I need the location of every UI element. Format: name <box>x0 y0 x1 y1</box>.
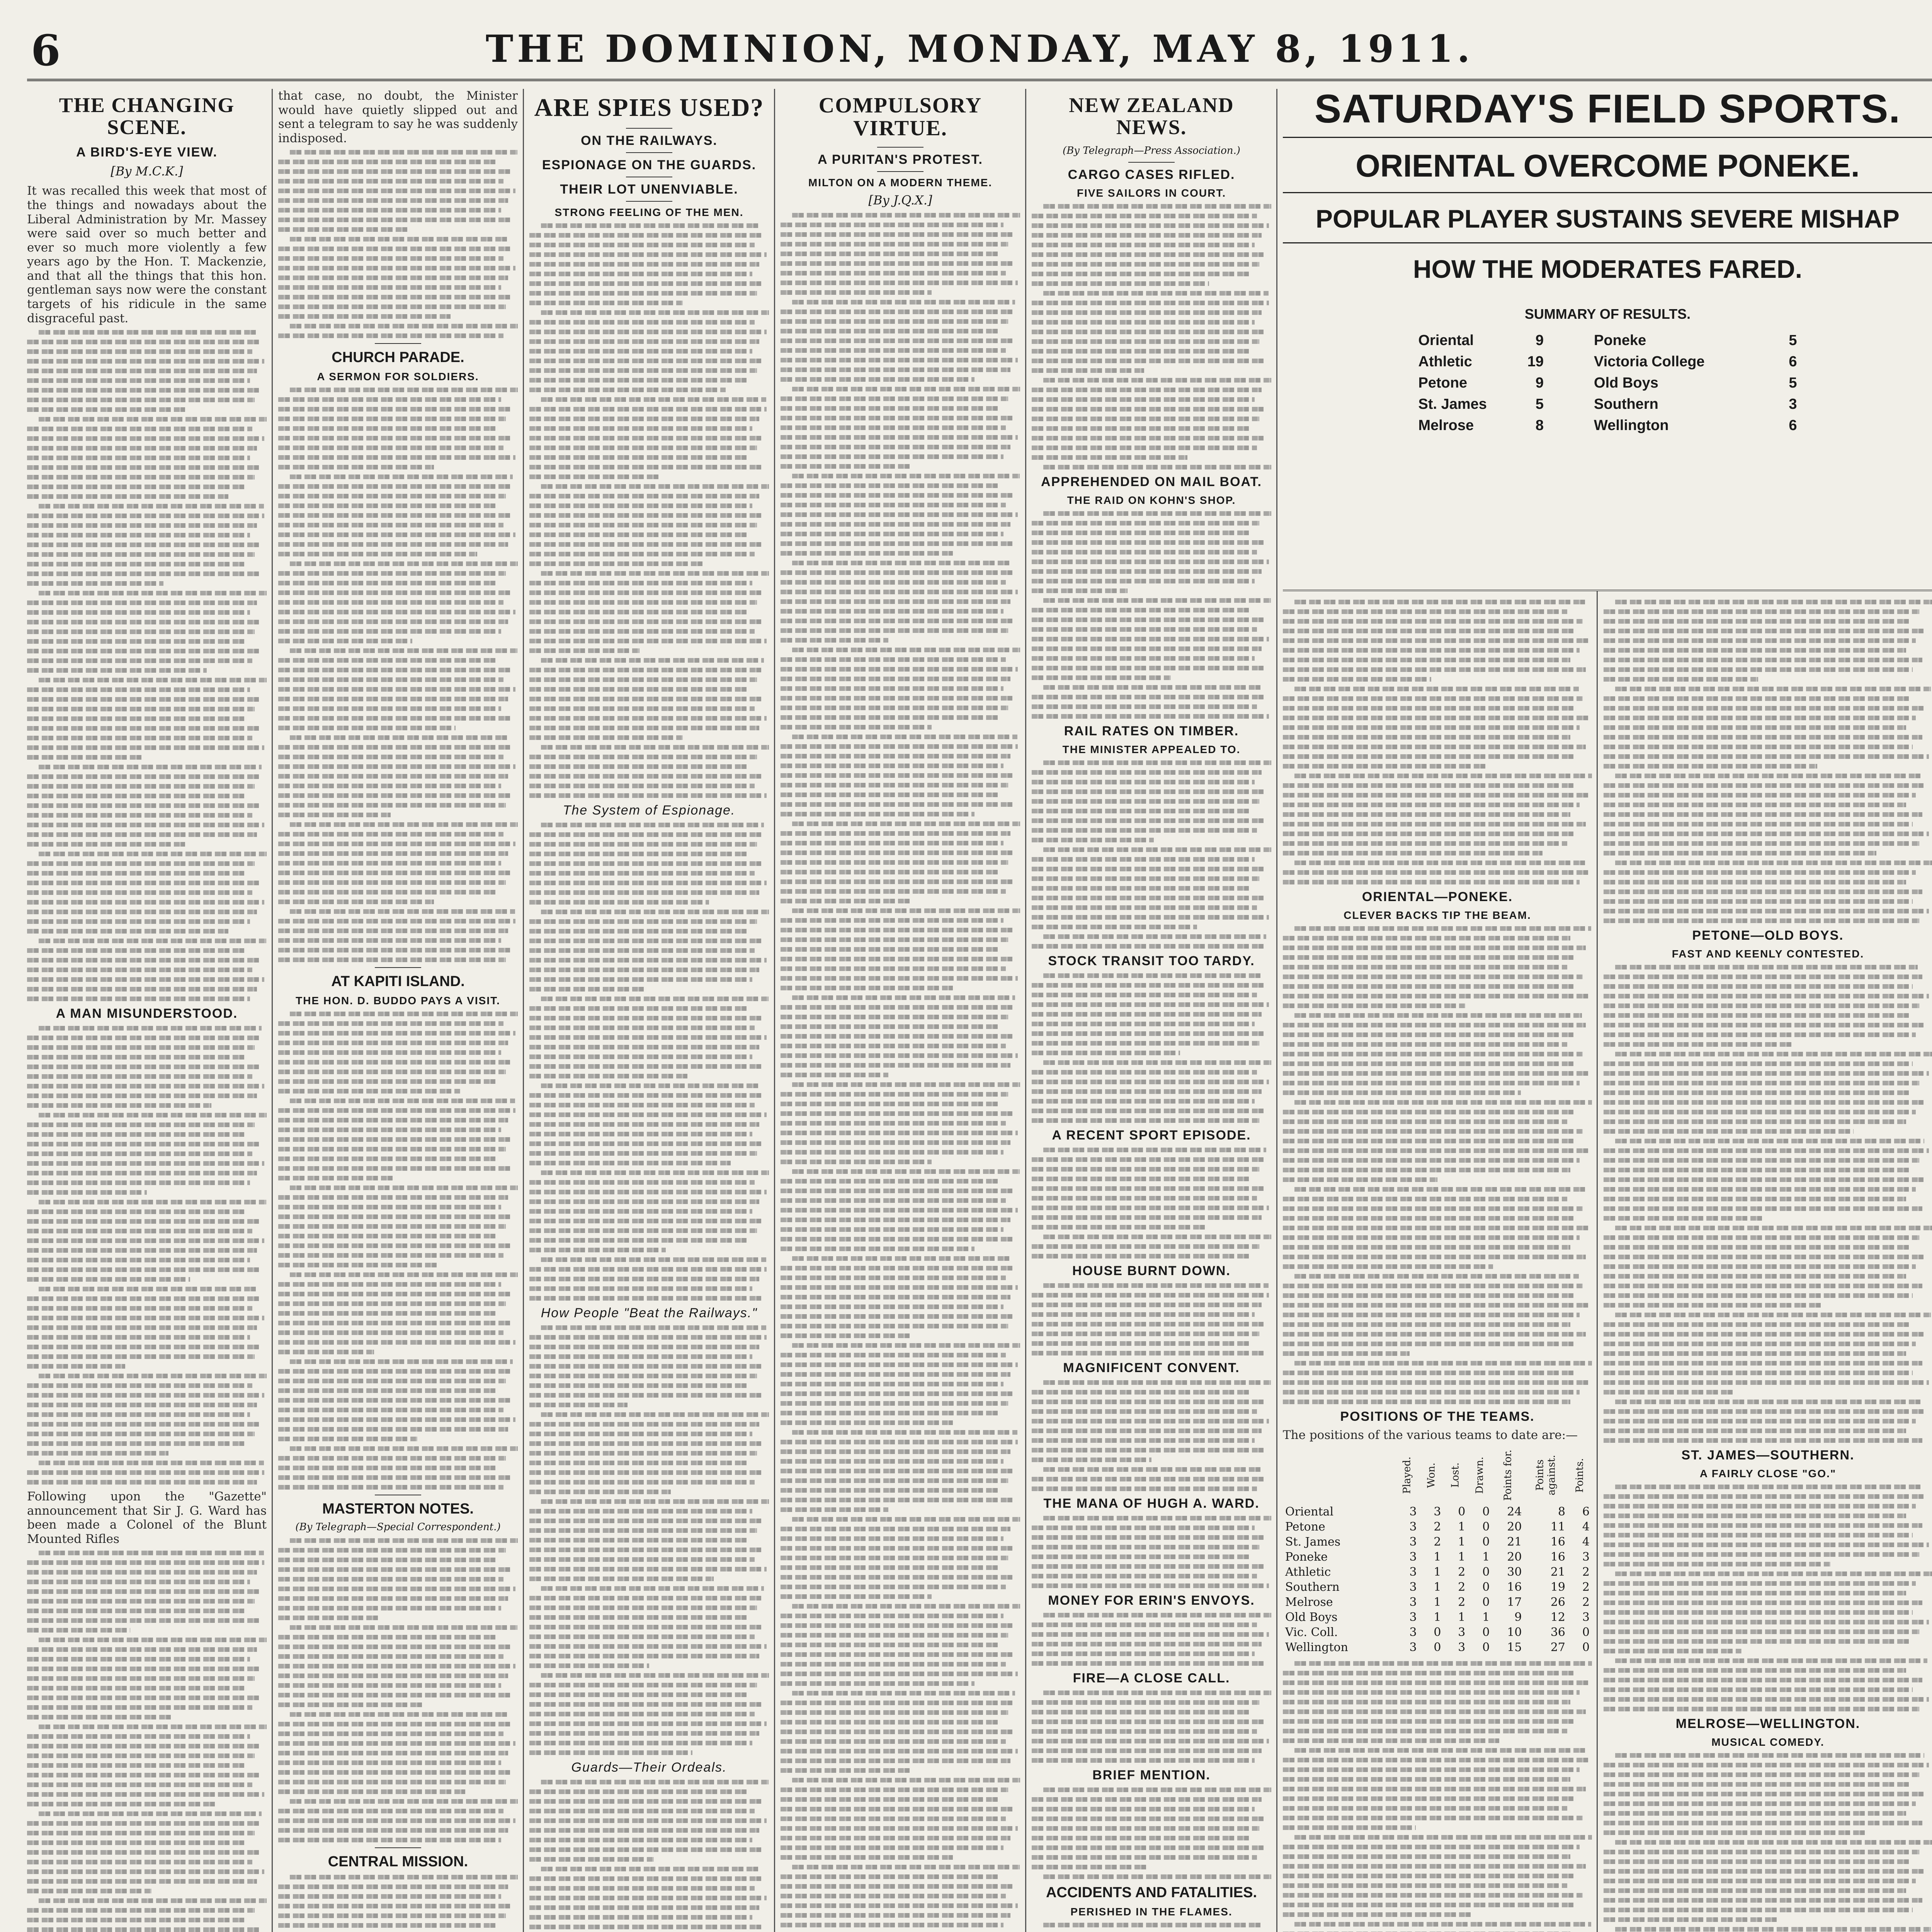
positions-row <box>1283 1534 1592 1549</box>
positions-table <box>1283 1446 1592 1655</box>
summary-row <box>1415 330 1801 351</box>
positions-cell: 1 <box>1458 1550 1466 1564</box>
loser-score: 3 <box>1789 396 1797 413</box>
positions-cell: 2 <box>1582 1580 1590 1594</box>
results-summary <box>1415 306 1801 436</box>
summary-title: SUMMARY OF RESULTS. <box>1524 306 1691 322</box>
positions-cell: 16 <box>1550 1550 1566 1564</box>
column-6 <box>1283 595 1592 1932</box>
positions-cell: 16 <box>1550 1535 1566 1549</box>
positions-cell: 17 <box>1507 1595 1522 1609</box>
positions-cell: 1 <box>1434 1565 1441 1579</box>
loser-team: Wellington <box>1594 417 1669 434</box>
summary-row <box>1415 394 1801 415</box>
team-name: Petone <box>1285 1520 1325 1534</box>
column-7 <box>1604 595 1932 1932</box>
winner-score: 9 <box>1535 332 1544 349</box>
loser-score: 5 <box>1789 332 1797 349</box>
winner-score: 8 <box>1535 417 1544 434</box>
loser-score: 6 <box>1789 354 1797 370</box>
article-paragraph: Following upon the "Gazette" announcement that Sir J. G. Ward has been made a Colonel of the Blunt Mounted Rifles <box>27 1490 267 1546</box>
positions-cell: 9 <box>1514 1610 1522 1624</box>
match-subheading: CLEVER BACKS TIP THE BEAM. <box>1344 909 1531 921</box>
summary-row <box>1415 351 1801 372</box>
sports-subheading: POPULAR PLAYER SUSTAINS SEVERE MISHAP <box>1283 205 1932 243</box>
loser-team: Old Boys <box>1594 375 1658 391</box>
byline: [By M.C.K.] <box>111 164 183 179</box>
positions-cell: 27 <box>1550 1640 1566 1654</box>
summary-row <box>1415 415 1801 436</box>
positions-cell: 3 <box>1409 1520 1417 1534</box>
positions-row <box>1283 1640 1592 1655</box>
positions-column-header: Lost. <box>1449 1463 1461 1488</box>
positions-cell: 1 <box>1434 1595 1441 1609</box>
positions-cell: 1 <box>1434 1550 1441 1564</box>
news-heading: APPREHENDED ON MAIL BOAT. <box>1041 474 1262 490</box>
positions-cell: 4 <box>1582 1535 1590 1549</box>
article-subheading: ON THE RAILWAYS. <box>581 133 718 148</box>
positions-cell: 1 <box>1434 1580 1441 1594</box>
column-4 <box>781 89 1020 1932</box>
article-heading-central-mission: CENTRAL MISSION. <box>328 1854 468 1870</box>
positions-column-header: Points for. <box>1502 1449 1514 1501</box>
column-1 <box>27 89 267 1932</box>
news-heading: STOCK TRANSIT TOO TARDY. <box>1048 954 1255 969</box>
team-name: Southern <box>1285 1580 1340 1594</box>
positions-cell: 0 <box>1458 1505 1466 1519</box>
positions-cell: 8 <box>1558 1505 1566 1519</box>
column-2 <box>278 89 518 1932</box>
article-subheading: THEIR LOT UNENVIABLE. <box>560 182 738 197</box>
positions-intro: The positions of the various teams to date are:— <box>1283 1428 1578 1442</box>
article-heading-kapiti: AT KAPITI ISLAND. <box>331 973 465 990</box>
positions-cell: 0 <box>1582 1640 1590 1654</box>
sports-banner <box>1283 89 1932 591</box>
positions-cell: 3 <box>1409 1610 1417 1624</box>
article-heading-compulsory-virtue: COMPULSORY VIRTUE. <box>818 94 982 140</box>
positions-cell: 0 <box>1482 1505 1490 1519</box>
news-subheading: THE RAID ON KOHN'S SHOP. <box>1067 494 1236 507</box>
positions-cell: 2 <box>1458 1565 1466 1579</box>
winner-score: 5 <box>1535 396 1544 413</box>
news-heading: THE MANA OF HUGH A. WARD. <box>1043 1496 1260 1511</box>
positions-cell: 30 <box>1507 1565 1522 1579</box>
team-name: Oriental <box>1285 1505 1334 1519</box>
positions-cell: 0 <box>1482 1580 1490 1594</box>
article-subheading: MILTON ON A MODERN THEME. <box>808 176 993 189</box>
article-subheading: A BIRD'S-EYE VIEW. <box>76 145 218 160</box>
news-heading: MAGNIFICENT CONVENT. <box>1063 1361 1240 1376</box>
article-subheading: A PURITAN'S PROTEST. <box>818 152 983 167</box>
article-subheading: A MAN MISUNDERSTOOD. <box>56 1006 238 1021</box>
match-subheading: MUSICAL COMEDY. <box>1711 1736 1825 1748</box>
loser-team: Victoria College <box>1594 354 1705 370</box>
news-heading: FIRE—A CLOSE CALL. <box>1073 1671 1230 1686</box>
byline: [By J.Q.X.] <box>868 192 932 207</box>
positions-cell: 2 <box>1434 1535 1441 1549</box>
sports-subheading: ORIENTAL OVERCOME PONEKE. <box>1283 150 1932 193</box>
news-heading-accidents: ACCIDENTS AND FATALITIES. <box>1046 1884 1257 1901</box>
positions-cell: 24 <box>1507 1505 1522 1519</box>
article-lead: that case, no doubt, the Minister would have quietly slipped out and sent a telegram to say he was suddenly indisposed. <box>278 89 518 145</box>
positions-cell: 3 <box>1434 1505 1441 1519</box>
article-heading-nz-news: NEW ZEALAND NEWS. <box>1069 94 1234 139</box>
positions-cell: 1 <box>1434 1610 1441 1624</box>
article-heading-changing-scene: THE CHANGING SCENE. <box>59 94 235 139</box>
positions-cell: 1 <box>1458 1520 1466 1534</box>
news-heading: CARGO CASES RIFLED. <box>1068 167 1235 182</box>
positions-cell: 3 <box>1409 1535 1417 1549</box>
positions-cell: 1 <box>1482 1610 1490 1624</box>
positions-column-header: Won. <box>1425 1462 1437 1488</box>
positions-cell: 11 <box>1550 1520 1566 1534</box>
positions-cell: 21 <box>1550 1565 1566 1579</box>
winner-team: St. James <box>1418 396 1487 413</box>
positions-cell: 0 <box>1482 1625 1490 1639</box>
match-subheading: FAST AND KEENLY CONTESTED. <box>1672 948 1864 960</box>
news-subheading: PERISHED IN THE FLAMES. <box>1070 1906 1233 1918</box>
column-5 <box>1032 89 1271 1932</box>
team-name: Vic. Coll. <box>1285 1625 1338 1639</box>
positions-cell: 3 <box>1409 1580 1417 1594</box>
match-heading: MELROSE—WELLINGTON. <box>1675 1716 1861 1731</box>
article-subheading: THE HON. D. BUDDO PAYS A VISIT. <box>296 995 500 1007</box>
positions-cell: 6 <box>1582 1505 1590 1519</box>
positions-row <box>1283 1595 1592 1610</box>
positions-cell: 2 <box>1582 1595 1590 1609</box>
winner-score: 19 <box>1527 354 1544 370</box>
match-subheading: A FAIRLY CLOSE "GO." <box>1699 1468 1837 1480</box>
match-heading: ORIENTAL—PONEKE. <box>1362 889 1513 904</box>
newspaper-title: THE DOMINION, MONDAY, MAY 8, 1911. <box>485 27 1474 71</box>
positions-cell: 12 <box>1550 1610 1566 1624</box>
column-3 <box>529 89 769 1932</box>
sports-subheading: HOW THE MODERATES FARED. <box>1413 254 1803 283</box>
loser-score: 5 <box>1789 375 1797 391</box>
positions-cell: 0 <box>1482 1565 1490 1579</box>
positions-cell: 0 <box>1582 1625 1590 1639</box>
positions-cell: 21 <box>1507 1535 1522 1549</box>
positions-cell: 3 <box>1409 1505 1417 1519</box>
match-heading: ST. JAMES—SOUTHERN. <box>1681 1448 1855 1463</box>
match-heading: PETONE—OLD BOYS. <box>1692 928 1844 943</box>
positions-heading: POSITIONS OF THE TEAMS. <box>1340 1409 1535 1424</box>
positions-cell: 1 <box>1482 1550 1490 1564</box>
positions-row <box>1283 1580 1592 1595</box>
positions-cell: 1 <box>1458 1610 1466 1624</box>
byline: (By Telegraph—Special Correspondent.) <box>295 1521 501 1533</box>
positions-column-header: Drawn. <box>1474 1456 1486 1494</box>
winner-score: 9 <box>1535 375 1544 391</box>
positions-row <box>1283 1519 1592 1534</box>
winner-team: Petone <box>1418 375 1468 391</box>
positions-cell: 3 <box>1458 1640 1466 1654</box>
loser-team: Southern <box>1594 396 1658 413</box>
positions-cell: 3 <box>1409 1595 1417 1609</box>
positions-column-header: Played. <box>1401 1456 1413 1494</box>
positions-cell: 3 <box>1409 1640 1417 1654</box>
team-name: Poneke <box>1285 1550 1328 1564</box>
positions-cell: 2 <box>1458 1580 1466 1594</box>
positions-cell: 3 <box>1409 1625 1417 1639</box>
positions-row <box>1283 1549 1592 1565</box>
loser-score: 6 <box>1789 417 1797 434</box>
summary-table <box>1415 330 1801 436</box>
news-subheading: FIVE SAILORS IN COURT. <box>1077 187 1226 199</box>
article-subheading: ESPIONAGE ON THE GUARDS. <box>542 158 757 173</box>
positions-column-header: Points. <box>1574 1458 1586 1493</box>
positions-cell: 3 <box>1409 1565 1417 1579</box>
positions-cell: 0 <box>1482 1535 1490 1549</box>
news-heading: HOUSE BURNT DOWN. <box>1072 1264 1231 1279</box>
article-subheading: Guards—Their Ordeals. <box>571 1760 727 1775</box>
positions-cell: 19 <box>1550 1580 1566 1594</box>
positions-cell: 20 <box>1507 1520 1522 1534</box>
positions-cell: 3 <box>1409 1550 1417 1564</box>
news-subheading: THE MINISTER APPEALED TO. <box>1062 743 1241 756</box>
team-name: Old Boys <box>1285 1610 1338 1624</box>
positions-cell: 1 <box>1458 1535 1466 1549</box>
winner-team: Melrose <box>1418 417 1474 434</box>
positions-cell: 3 <box>1582 1610 1590 1624</box>
positions-cell: 15 <box>1507 1640 1522 1654</box>
team-name: Athletic <box>1285 1565 1331 1579</box>
article-subheading: How People "Beat the Railways." <box>541 1306 758 1321</box>
positions-cell: 0 <box>1482 1595 1490 1609</box>
positions-cell: 0 <box>1434 1640 1441 1654</box>
news-heading: BRIEF MENTION. <box>1092 1768 1211 1783</box>
summary-row <box>1415 372 1801 394</box>
positions-cell: 0 <box>1482 1520 1490 1534</box>
news-heading: MONEY FOR ERIN'S ENVOYS. <box>1048 1593 1255 1608</box>
team-name: Melrose <box>1285 1595 1333 1609</box>
article-subheading: A SERMON FOR SOLDIERS. <box>317 371 479 383</box>
positions-cell: 3 <box>1582 1550 1590 1564</box>
positions-cell: 36 <box>1550 1625 1566 1639</box>
positions-row <box>1283 1610 1592 1625</box>
loser-team: Poneke <box>1594 332 1646 349</box>
positions-cell: 0 <box>1434 1625 1441 1639</box>
sports-heading: SATURDAY'S FIELD SPORTS. <box>1283 89 1932 138</box>
article-heading-masterton: MASTERTON NOTES. <box>322 1501 474 1517</box>
positions-cell: 2 <box>1434 1520 1441 1534</box>
article-heading-spies: ARE SPIES USED? <box>534 94 764 122</box>
news-heading: A RECENT SPORT EPISODE. <box>1052 1128 1251 1143</box>
article-subheading: The System of Espionage. <box>563 803 736 818</box>
positions-cell: 3 <box>1458 1625 1466 1639</box>
byline: (By Telegraph—Press Association.) <box>1063 145 1240 157</box>
positions-row <box>1283 1565 1592 1580</box>
news-heading: RAIL RATES ON TIMBER. <box>1064 724 1239 739</box>
article-lead: It was recalled this week that most of the things and nowadays about the Liberal Administration by Mr. Massey were said over so much better and ever so much more violently a few years ago by the Hon. T. Mackenzie, and that all the things that this hon. gentleman says now were the constant targets of his ridicule in the same disgraceful past. <box>27 184 267 325</box>
positions-cell: 26 <box>1550 1595 1566 1609</box>
columns <box>27 89 1932 1932</box>
positions-cell: 4 <box>1582 1520 1590 1534</box>
team-name: St. James <box>1285 1535 1341 1549</box>
article-heading-church-parade: CHURCH PARADE. <box>332 349 464 366</box>
positions-cell: 0 <box>1482 1640 1490 1654</box>
team-name: Wellington <box>1285 1640 1348 1654</box>
positions-cell: 2 <box>1582 1565 1590 1579</box>
winner-team: Oriental <box>1418 332 1474 349</box>
positions-cell: 2 <box>1458 1595 1466 1609</box>
positions-cell: 20 <box>1507 1550 1522 1564</box>
positions-row <box>1283 1504 1592 1519</box>
positions-cell: 16 <box>1507 1580 1522 1594</box>
winner-team: Athletic <box>1418 354 1472 370</box>
positions-cell: 10 <box>1507 1625 1522 1639</box>
page-number: 6 <box>31 26 61 75</box>
masthead <box>27 23 1932 81</box>
positions-row <box>1283 1625 1592 1640</box>
article-subheading: STRONG FEELING OF THE MEN. <box>554 206 744 219</box>
positions-column-header: Points against. <box>1534 1455 1558 1495</box>
